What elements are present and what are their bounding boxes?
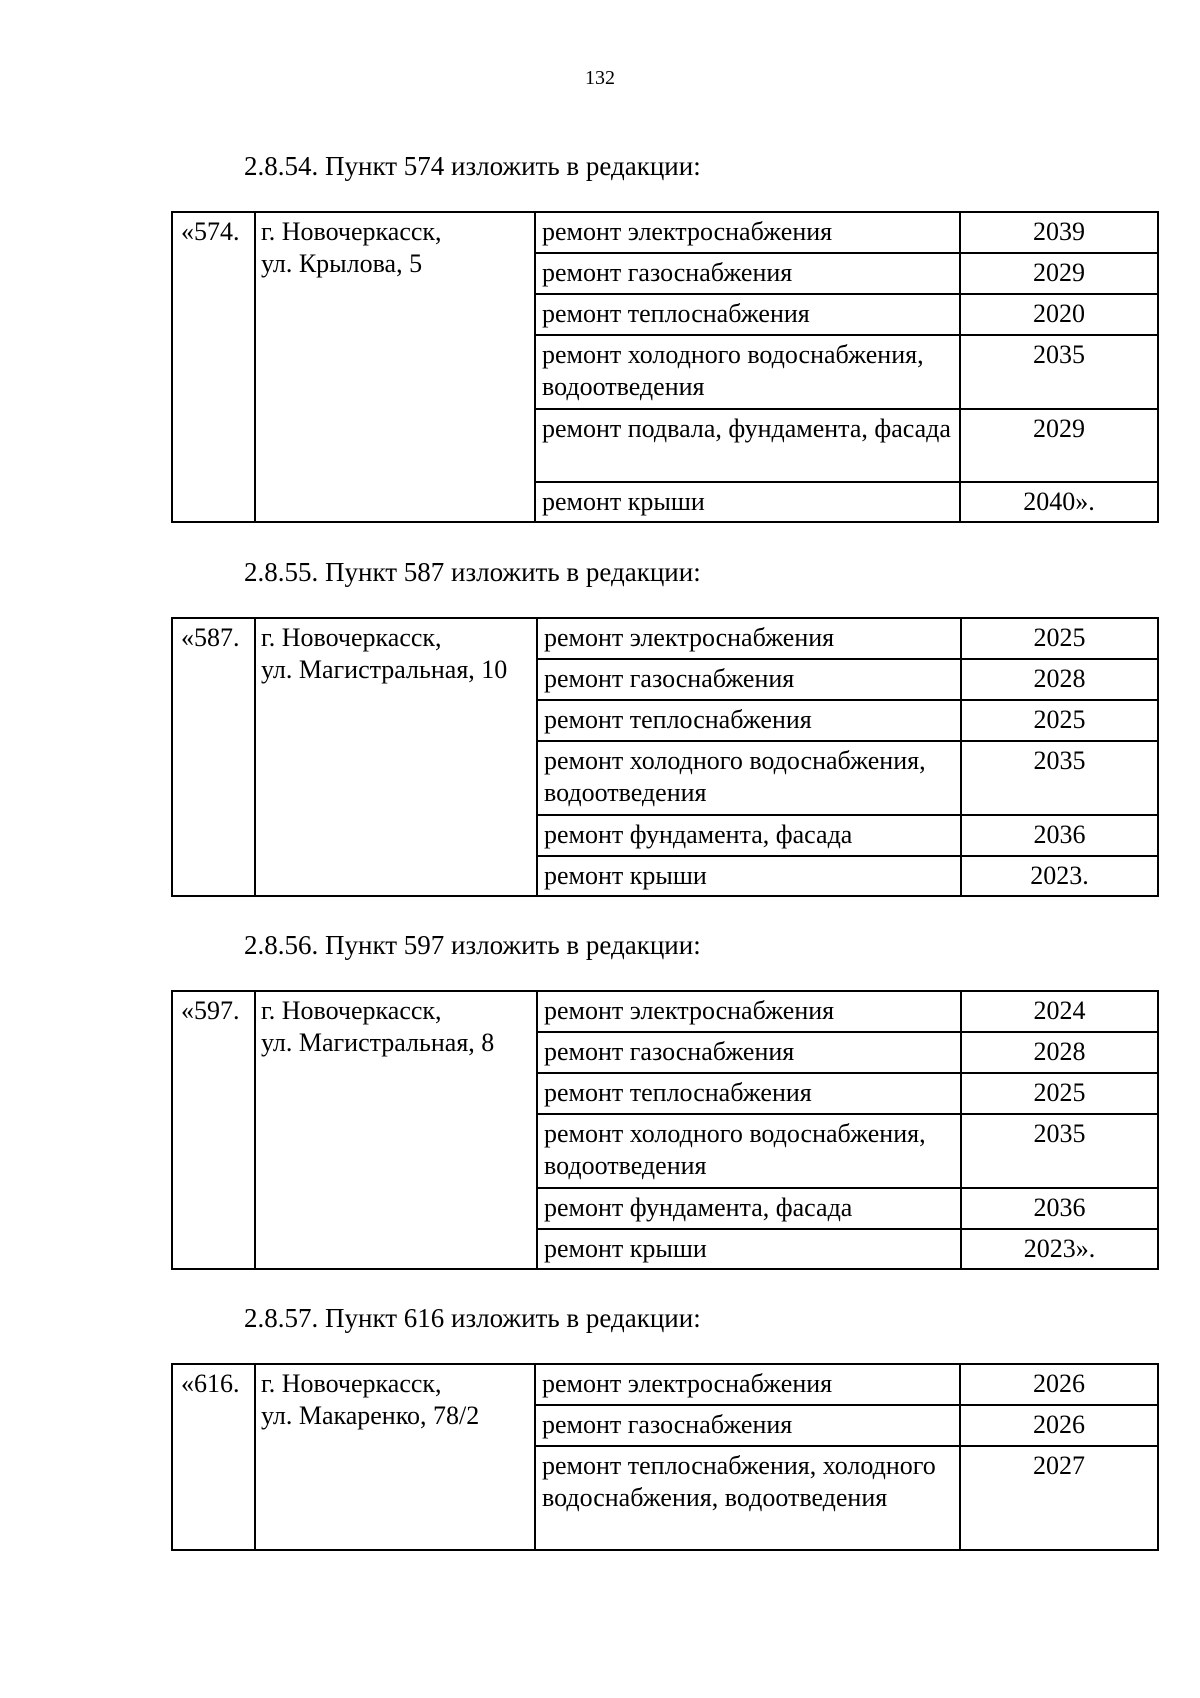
work-year: 2035 bbox=[960, 335, 1158, 409]
page-number: 132 bbox=[585, 67, 615, 89]
address-cell bbox=[255, 1364, 535, 1550]
work-type: ремонт теплоснабжения, холодного водоснабжения, водоотведения bbox=[535, 1446, 960, 1550]
work-type: ремонт электроснабжения bbox=[535, 1364, 960, 1405]
address-city: г. Новочеркасск, bbox=[261, 217, 442, 246]
address-street: ул. Крылова, 5 bbox=[261, 249, 423, 278]
entry-table bbox=[171, 617, 1159, 897]
work-year: 2025 bbox=[961, 618, 1158, 659]
work-type: ремонт газоснабжения bbox=[535, 1405, 960, 1446]
section-heading: 2.8.56. Пункт 597 изложить в редакции: bbox=[244, 930, 701, 960]
work-type: ремонт холодного водоснабжения, водоотведения bbox=[537, 1114, 961, 1188]
address-city: г. Новочеркасск, bbox=[261, 996, 442, 1025]
table-row bbox=[172, 1364, 1158, 1405]
work-year: 2035 bbox=[961, 1114, 1158, 1188]
entry-number: «574. bbox=[172, 212, 255, 522]
address-city: г. Новочеркасск, bbox=[261, 623, 442, 652]
work-year: 2040». bbox=[960, 482, 1158, 522]
table-row bbox=[172, 991, 1158, 1032]
work-year: 2023. bbox=[961, 856, 1158, 896]
address-street: ул. Макаренко, 78/2 bbox=[261, 1401, 480, 1430]
section-heading: 2.8.54. Пункт 574 изложить в редакции: bbox=[244, 151, 701, 181]
work-year: 2039 bbox=[960, 212, 1158, 253]
table-row bbox=[172, 618, 1158, 659]
entry-table bbox=[171, 1363, 1159, 1551]
work-type: ремонт газоснабжения bbox=[537, 659, 961, 700]
entry-number: «587. bbox=[172, 618, 255, 896]
address-street: ул. Магистральная, 10 bbox=[261, 655, 508, 684]
work-year: 2036 bbox=[961, 1188, 1158, 1229]
work-type: ремонт подвала, фундамента, фасада bbox=[535, 409, 960, 482]
work-year: 2024 bbox=[961, 991, 1158, 1032]
address-city: г. Новочеркасск, bbox=[261, 1369, 442, 1398]
table-row bbox=[172, 212, 1158, 253]
work-type: ремонт электроснабжения bbox=[535, 212, 960, 253]
work-year: 2028 bbox=[961, 1032, 1158, 1073]
section-heading: 2.8.55. Пункт 587 изложить в редакции: bbox=[244, 557, 701, 587]
work-type: ремонт холодного водоснабжения, водоотведения bbox=[535, 335, 960, 409]
work-year: 2027 bbox=[960, 1446, 1158, 1550]
work-year: 2025 bbox=[961, 1073, 1158, 1114]
work-year: 2028 bbox=[961, 659, 1158, 700]
entry-table bbox=[171, 990, 1159, 1270]
work-type: ремонт крыши bbox=[537, 1229, 961, 1269]
work-type: ремонт фундамента, фасада bbox=[537, 815, 961, 856]
address-street: ул. Магистральная, 8 bbox=[261, 1028, 495, 1057]
work-year: 2029 bbox=[960, 253, 1158, 294]
entry-number: «597. bbox=[172, 991, 255, 1269]
work-year: 2023». bbox=[961, 1229, 1158, 1269]
work-year: 2026 bbox=[960, 1364, 1158, 1405]
work-year: 2029 bbox=[960, 409, 1158, 482]
work-type: ремонт холодного водоснабжения, водоотведения bbox=[537, 741, 961, 815]
work-year: 2020 bbox=[960, 294, 1158, 335]
work-year: 2036 bbox=[961, 815, 1158, 856]
work-type: ремонт газоснабжения bbox=[537, 1032, 961, 1073]
work-type: ремонт электроснабжения bbox=[537, 618, 961, 659]
section-heading: 2.8.57. Пункт 616 изложить в редакции: bbox=[244, 1303, 701, 1333]
work-year: 2035 bbox=[961, 741, 1158, 815]
work-type: ремонт электроснабжения bbox=[537, 991, 961, 1032]
work-type: ремонт газоснабжения bbox=[535, 253, 960, 294]
address-cell bbox=[255, 212, 535, 522]
work-type: ремонт теплоснабжения bbox=[535, 294, 960, 335]
work-type: ремонт крыши bbox=[537, 856, 961, 896]
work-type: ремонт теплоснабжения bbox=[537, 700, 961, 741]
work-year: 2026 bbox=[960, 1405, 1158, 1446]
entry-number: «616. bbox=[172, 1364, 255, 1550]
work-type: ремонт крыши bbox=[535, 482, 960, 522]
entry-table bbox=[171, 211, 1159, 523]
work-type: ремонт фундамента, фасада bbox=[537, 1188, 961, 1229]
address-cell bbox=[255, 618, 537, 896]
work-year: 2025 bbox=[961, 700, 1158, 741]
work-type: ремонт теплоснабжения bbox=[537, 1073, 961, 1114]
address-cell bbox=[255, 991, 537, 1269]
